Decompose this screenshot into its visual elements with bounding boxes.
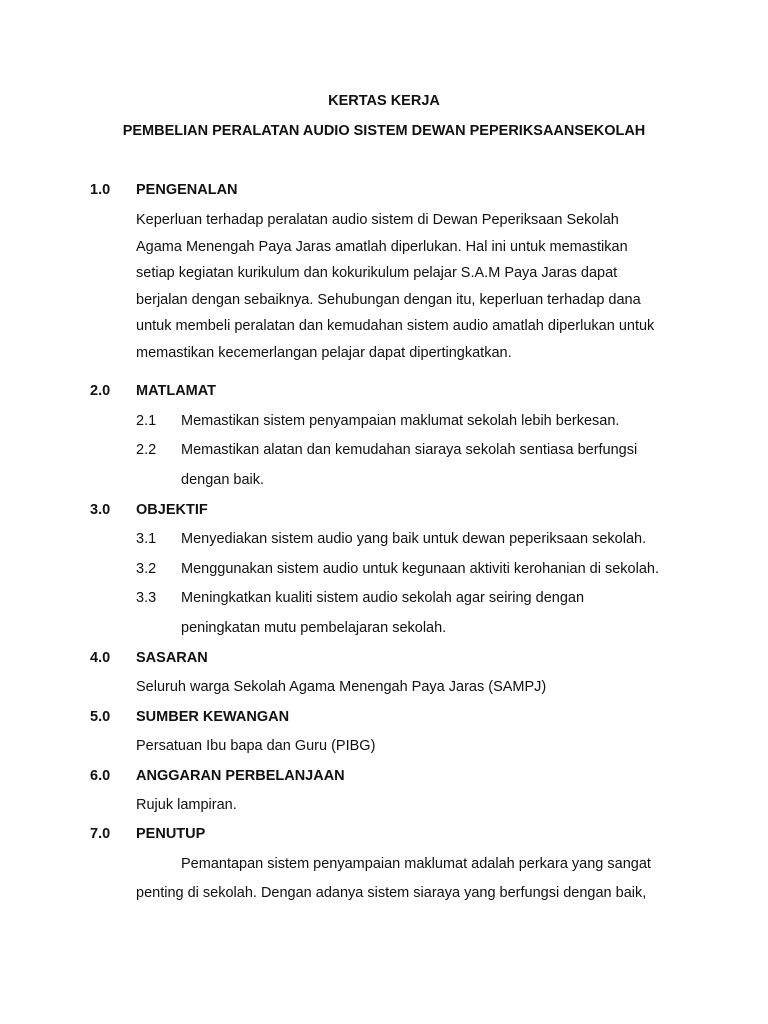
paragraph-line: memastikan kecemerlangan pelajar dapat dipertingkatkan. — [136, 344, 512, 361]
section-number: 2.0 — [90, 383, 111, 399]
section-number: 7.0 — [90, 826, 111, 842]
section-title: OBJEKTIF — [136, 502, 208, 518]
item-text-continuation: dengan baik. — [181, 472, 265, 488]
document-title: KERTAS KERJA — [328, 93, 440, 109]
section-title: ANGGARAN PERBELANJAAN — [136, 768, 345, 784]
paragraph-line: setiap kegiatan kurikulum dan kokurikulum pelajar S.A.M Paya Jaras dapat — [136, 265, 618, 282]
paragraph-line: Keperluan terhadap peralatan audio sistem di Dewan Peperiksaan Sekolah — [136, 212, 619, 228]
item-text: Menggunakan sistem audio untuk kegunaan aktiviti kerohanian di sekolah. — [181, 561, 660, 577]
item-number: 2.2 — [136, 442, 157, 458]
item-text: Memastikan alatan dan kemudahan siaraya sekolah sentiasa berfungsi — [181, 442, 638, 458]
paragraph-line: Agama Menengah Paya Jaras amatlah diperlukan. Hal ini untuk memastikan — [136, 238, 628, 255]
section-number: 5.0 — [90, 709, 111, 725]
penutup-line: penting di sekolah. Dengan adanya sistem siaraya yang berfungsi dengan baik, — [136, 885, 647, 901]
item-text: Menyediakan sistem audio yang baik untuk dewan peperiksaan sekolah. — [181, 531, 647, 547]
penutup-line: Pemantapan sistem penyampaian maklumat adalah perkara yang sangat — [181, 856, 651, 872]
section-title: PENGENALAN — [136, 182, 238, 198]
paragraph-line: berjalan dengan sebaiknya. Sehubungan dengan itu, keperluan terhadap dana — [136, 291, 641, 308]
item-text: Meningkatkan kualiti sistem audio sekolah agar seiring dengan — [181, 590, 585, 606]
paragraph-line: untuk membeli peralatan dan kemudahan sistem audio amatlah diperlukan untuk — [136, 318, 655, 335]
section-number: 3.0 — [90, 502, 111, 518]
item-number: 3.3 — [136, 590, 157, 606]
sumber-kewangan-text: Persatuan Ibu bapa dan Guru (PIBG) — [136, 738, 376, 754]
section-number: 1.0 — [90, 182, 111, 198]
document-subtitle: PEMBELIAN PERALATAN AUDIO SISTEM DEWAN PEPERIKSAANSEKOLAH — [122, 123, 646, 139]
section-title: SUMBER KEWANGAN — [136, 709, 290, 725]
item-text: Memastikan sistem penyampaian maklumat sekolah lebih berkesan. — [181, 413, 620, 429]
item-number: 3.1 — [136, 531, 157, 547]
anggaran-text: Rujuk lampiran. — [136, 797, 237, 813]
sasaran-text: Seluruh warga Sekolah Agama Menengah Paya Jaras (SAMPJ) — [136, 679, 547, 695]
section-number: 4.0 — [90, 650, 111, 666]
section-title: PENUTUP — [136, 826, 206, 842]
section-number: 6.0 — [90, 768, 111, 784]
section-title: SASARAN — [136, 650, 208, 666]
section-title: MATLAMAT — [136, 383, 216, 399]
item-number: 2.1 — [136, 413, 157, 429]
pengenalan-paragraph — [136, 207, 696, 367]
item-number: 3.2 — [136, 561, 157, 577]
item-text-continuation: peningkatan mutu pembelajaran sekolah. — [181, 620, 447, 636]
